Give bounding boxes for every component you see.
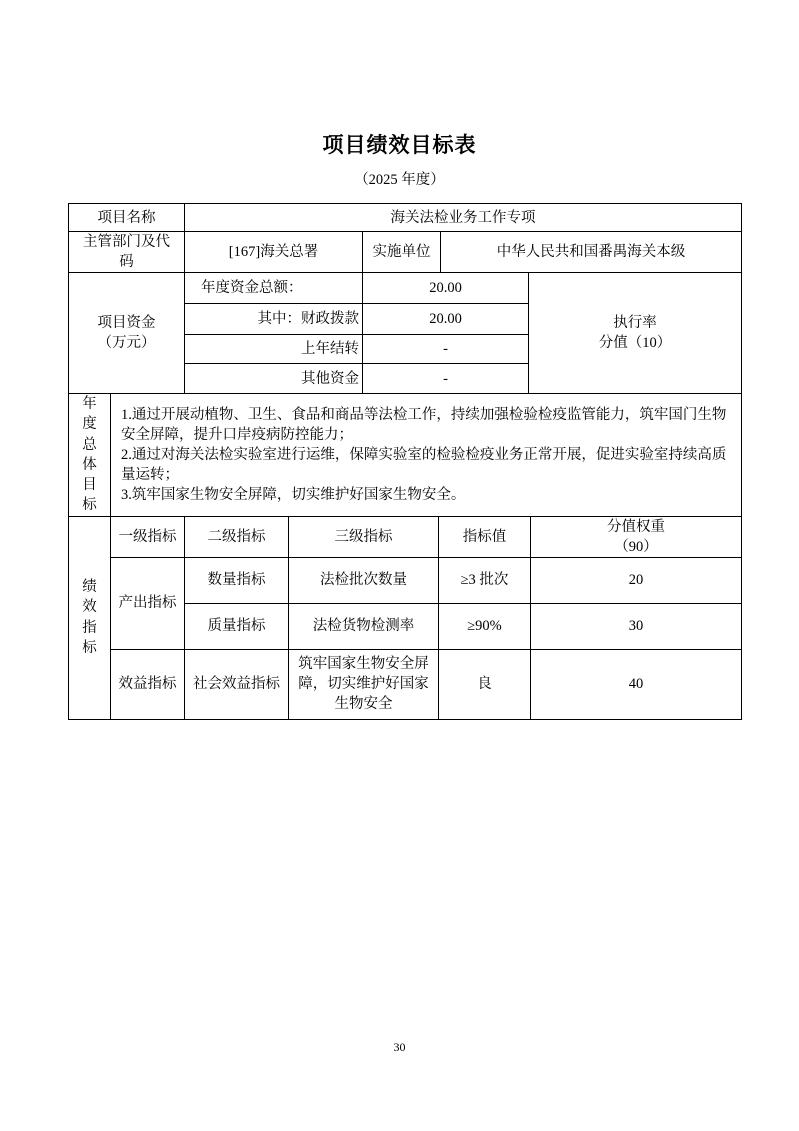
indicator-level1: 产出指标 <box>111 557 185 649</box>
funds-label-unit: （万元） <box>97 335 156 351</box>
header-level3: 三级指标 <box>289 517 439 558</box>
dept-value: [167]海关总署 <box>185 232 363 273</box>
indicator-weight: 40 <box>531 649 742 719</box>
funds-label <box>69 273 185 394</box>
header-level1: 一级指标 <box>111 517 185 558</box>
fund-row-value: 20.00 <box>363 304 529 335</box>
execution-rate-cell <box>529 273 742 394</box>
indicator-level3: 法检批次数量 <box>289 557 439 603</box>
goal-item: 2.通过对海关法检实验室进行运维，保障实验室的检验检疫业务正常开展，促进实验室持续高质量运转； <box>121 446 727 483</box>
fund-row-value: 20.00 <box>363 273 529 304</box>
fund-row-value: - <box>363 335 529 364</box>
fund-row-label: 上年结转 <box>185 335 363 364</box>
indicator-level1: 效益指标 <box>111 649 185 719</box>
project-name-label: 项目名称 <box>69 204 185 232</box>
project-name-row <box>69 204 742 232</box>
indicators-label-text: 绩效指标 <box>82 579 97 657</box>
fund-row-label: 其中：财政拨款 <box>185 304 363 335</box>
page-subtitle: （2025 年度） <box>354 172 445 188</box>
table-row <box>69 557 742 603</box>
dept-row <box>69 232 742 273</box>
unit-value: 中华人民共和国番禺海关本级 <box>441 232 742 273</box>
indicators-header-row <box>69 517 742 558</box>
annual-goals-label-text: 年度总体目标 <box>82 396 97 514</box>
project-name-value: 海关法检业务工作专项 <box>185 204 742 232</box>
fund-row <box>69 273 742 304</box>
funds-label-title: 项目资金 <box>97 315 156 331</box>
annual-goals-table <box>68 394 742 517</box>
indicators-label <box>69 517 111 720</box>
header-weight-total: （90） <box>614 538 658 555</box>
indicator-weight: 20 <box>531 557 742 603</box>
indicator-value: 良 <box>439 649 531 719</box>
fund-row-value: - <box>363 364 529 394</box>
fund-row-label: 年度资金总额： <box>185 273 363 304</box>
dept-label: 主管部门及代码 <box>69 232 185 273</box>
header-value: 指标值 <box>439 517 531 558</box>
header-weight <box>531 517 742 558</box>
performance-target-table <box>68 203 741 720</box>
page-title: 项目绩效目标表 <box>322 133 477 157</box>
indicator-level2: 质量指标 <box>185 603 289 649</box>
table-row <box>69 649 742 719</box>
indicator-weight: 30 <box>531 603 742 649</box>
page-number: 30 <box>393 1040 406 1054</box>
execution-rate-label: 执行率 <box>613 315 657 331</box>
project-info-table <box>68 203 742 394</box>
unit-label: 实施单位 <box>363 232 441 273</box>
fund-row-label: 其他资金 <box>185 364 363 394</box>
annual-goals-row <box>69 394 742 516</box>
execution-rate-score: 分值（10） <box>598 335 672 351</box>
header-weight-label: 分值权重 <box>607 518 665 535</box>
header-level2: 二级指标 <box>185 517 289 558</box>
indicator-value: ≥90% <box>439 603 531 649</box>
annual-goals-content <box>111 394 742 516</box>
annual-goals-label <box>69 394 111 516</box>
indicator-level3: 法检货物检测率 <box>289 603 439 649</box>
goal-item: 1.通过开展动植物、卫生、食品和商品等法检工作，持续加强检验检疫监管能力，筑牢国门生物安全屏障，提升口岸疫病防控能力； <box>121 406 727 443</box>
indicators-table <box>68 517 742 720</box>
indicator-level2: 数量指标 <box>185 557 289 603</box>
indicator-level2: 社会效益指标 <box>185 649 289 719</box>
indicator-level3: 筑牢国家生物安全屏障，切实维护好国家生物安全 <box>289 649 439 719</box>
indicator-value: ≥3 批次 <box>439 557 531 603</box>
goal-item: 3.筑牢国家生物安全屏障，切实维护好国家生物安全。 <box>121 486 466 503</box>
